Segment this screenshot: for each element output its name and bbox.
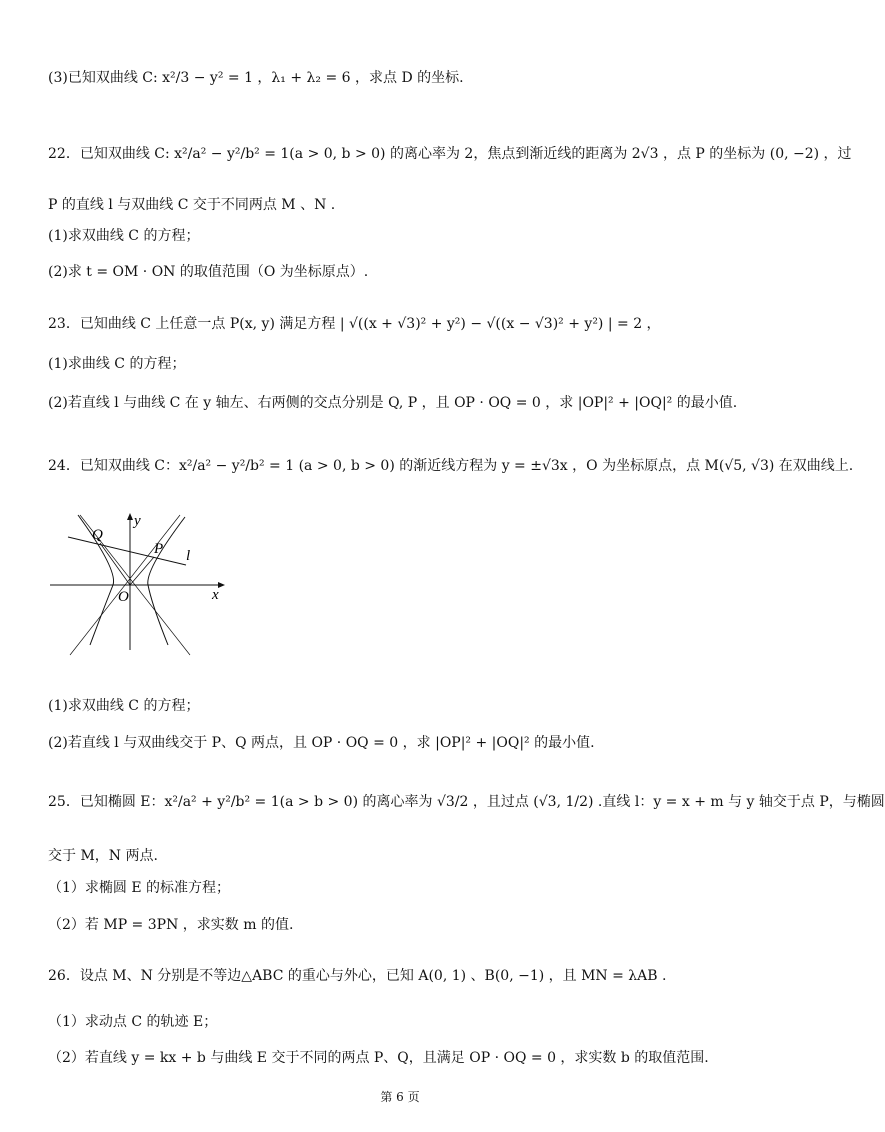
label-y: y <box>134 513 141 529</box>
label-o: O <box>118 589 129 605</box>
text-line: (2)若直线 l 与双曲线交于 P、Q 两点，且 OP · OQ = 0 ，求 |OP|² + |OQ|² 的最小值. <box>48 735 595 751</box>
x-axis-arrow <box>218 582 225 588</box>
label-l: l <box>186 548 191 564</box>
problem-24: 24．已知双曲线 C：x²/a² − y²/b² = 1 (a > 0, b > 0) 的渐近线方程为 y = ±√3x ，O 为坐标原点，点 M(√5, √3) 在双曲线上. <box>48 458 854 474</box>
text-line: (1)求双曲线 C 的方程； <box>48 228 200 244</box>
label-q: Q <box>92 527 103 543</box>
problem-25: 25．已知椭圆 E：x²/a² + y²/b² = 1(a > b > 0) 的离心率为 √3/2 ，且过点 (√3, 1/2) .直线 l：y = x + m 与 y 轴交于点 P，与椭圆 <box>48 794 885 810</box>
text-line: （1）求动点 C 的轨迹 E； <box>48 1014 218 1030</box>
text-line: 交于 M，N 两点. <box>48 848 158 864</box>
label-x: x <box>212 587 219 603</box>
text-line: (2)求 t = OM · ON 的取值范围（O 为坐标原点）. <box>48 264 369 280</box>
page-footer: 第 6 页 <box>380 1090 420 1104</box>
text-line: （2）若直线 y = kx + b 与曲线 E 交于不同的两点 P、Q，且满足 OP · OQ = 0 ，求实数 b 的取值范围. <box>48 1050 709 1066</box>
text-line: (1)求双曲线 C 的方程； <box>48 698 200 714</box>
text-line: P 的直线 l 与双曲线 C 交于不同两点 M 、N . <box>48 197 336 213</box>
text-line: (1)求曲线 C 的方程； <box>48 356 186 372</box>
problem-22: 22．已知双曲线 C: x²/a² − y²/b² = 1(a > 0, b > 0) 的离心率为 2，焦点到渐近线的距离为 2√3 ，点 P 的坐标为 (0, −2) ，过 <box>48 146 852 162</box>
text-line: （1）求椭圆 E 的标准方程； <box>48 880 231 896</box>
label-p: P <box>154 541 164 557</box>
hyperbola-figure <box>50 505 230 655</box>
problem-26: 26．设点 M、N 分别是不等边△ABC 的重心与外心，已知 A(0, 1) 、B(0, −1) ，且 MN = λAB . <box>48 968 667 984</box>
y-axis-arrow <box>127 513 133 520</box>
line-l <box>68 537 186 565</box>
text-line: (2)若直线 l 与曲线 C 在 y 轴左、右两侧的交点分别是 Q, P ，且 OP · OQ = 0 ，求 |OP|² + |OQ|² 的最小值. <box>48 395 738 411</box>
text-line: （2）若 MP = 3PN ，求实数 m 的值. <box>48 917 294 933</box>
hyperbola-right-branch <box>148 517 185 645</box>
text-line: (3)已知双曲线 C: x²/3 − y² = 1 ，λ₁ + λ₂ = 6 ，求点 D 的坐标. <box>48 70 464 86</box>
segment-oq <box>100 543 130 585</box>
problem-23: 23．已知曲线 C 上任意一点 P(x, y) 满足方程 | √((x + √3)² + y²) − √((x − √3)² + y²) | = 2 ， <box>48 316 661 332</box>
